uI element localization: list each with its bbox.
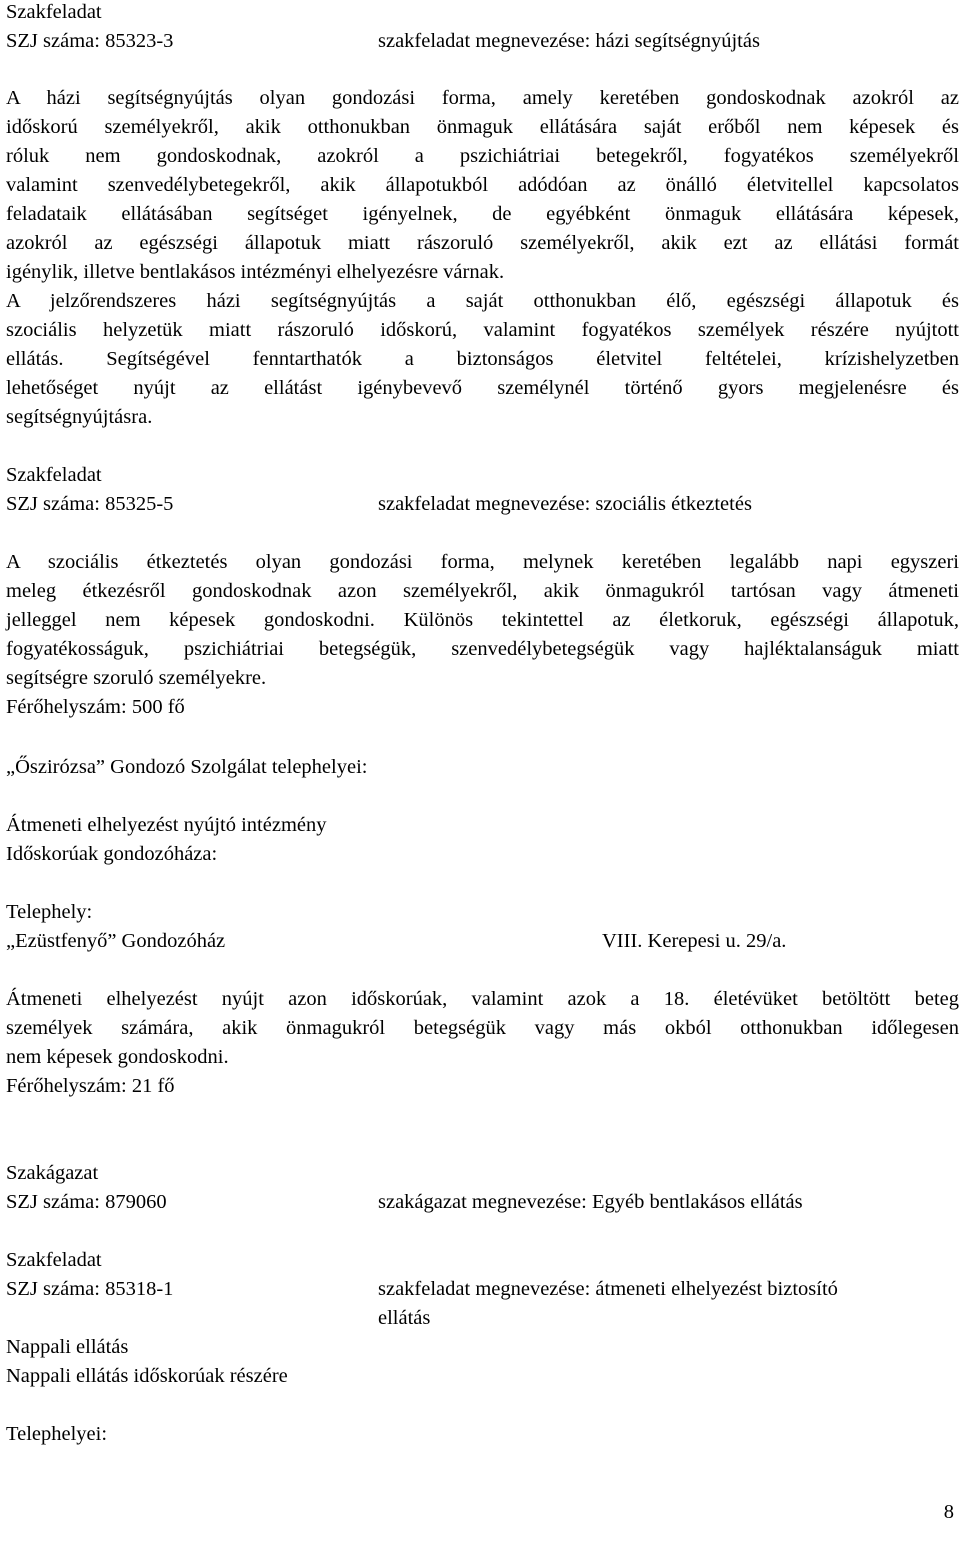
institution-type: Átmeneti elhelyezést nyújtó intézmény bbox=[6, 814, 327, 836]
capacity: Férőhelyszám: 21 fő bbox=[6, 1075, 175, 1097]
paragraph-line: szociális helyzetük miatt rászoruló időskorú, valamint fogyatékos személyek részére nyújtott bbox=[6, 319, 959, 341]
section-heading: Szakfeladat bbox=[6, 1, 102, 23]
section-heading: Szakágazat bbox=[6, 1162, 99, 1184]
paragraph-line: lehetőséget nyújt az ellátást igénybevevő személynél történő gyors megjelenésre és bbox=[6, 377, 959, 399]
paragraph-line: személyek számára, akik önmagukról betegségük vagy más okból otthonukban időlegesen bbox=[6, 1017, 959, 1039]
task-name-continued: ellátás bbox=[378, 1307, 431, 1329]
page-number: 8 bbox=[943, 1501, 954, 1523]
paragraph-line: ellátás. Segítségével fenntarthatók a biztonságos életvitel feltételei, krízishelyzetben bbox=[6, 348, 959, 370]
task-name: szakfeladat megnevezése: szociális étkeztetés bbox=[378, 493, 752, 515]
branch-name: szakágazat megnevezése: Egyéb bentlakásos ellátás bbox=[378, 1191, 803, 1213]
paragraph-line: A házi segítségnyújtás olyan gondozási forma, amely keretében gondoskodnak azokról az bbox=[6, 87, 959, 109]
paragraph-line: meleg étkezésről gondoskodnak azon személyekről, akik önmagukról tartósan vagy átmeneti bbox=[6, 580, 959, 602]
paragraph-line: azokról az egészségi állapotuk miatt rászoruló személyekről, akik ezt az ellátási formát bbox=[6, 232, 959, 254]
paragraph-line: segítségnyújtásra. bbox=[6, 406, 153, 428]
paragraph-line: segítségre szoruló személyekre. bbox=[6, 667, 267, 689]
section-heading: Szakfeladat bbox=[6, 464, 102, 486]
paragraph-line: róluk nem gondoskodnak, azokról a pszichiátriai betegekről, fogyatékos személyekről bbox=[6, 145, 959, 167]
site-label: Telephely: bbox=[6, 901, 93, 923]
szj-number: SZJ száma: 85325-5 bbox=[6, 493, 174, 515]
paragraph-line: időskorú személyekről, akik otthonukban önmaguk ellátására saját erőből nem képesek és bbox=[6, 116, 959, 138]
paragraph-line: nem képesek gondoskodni. bbox=[6, 1046, 229, 1068]
service-subtype: Nappali ellátás időskorúak részére bbox=[6, 1365, 288, 1387]
szj-number: SZJ száma: 879060 bbox=[6, 1191, 167, 1213]
task-name: szakfeladat megnevezése: átmeneti elhelyezést biztosító bbox=[378, 1278, 838, 1300]
paragraph-line: valamint szenvedélybetegekről, akik állapotukból adódóan az önálló életvitellel kapcsolatos bbox=[6, 174, 959, 196]
section-heading: Szakfeladat bbox=[6, 1249, 102, 1271]
paragraph-line: igénylik, illetve bentlakásos intézményi elhelyezésre várnak. bbox=[6, 261, 505, 283]
site-name: „Ezüstfenyő” Gondozóház bbox=[6, 930, 226, 952]
paragraph-line: jelleggel nem képesek gondoskodni. Különös tekintettel az életkoruk, egészségi állapotuk, bbox=[6, 609, 959, 631]
paragraph-line: A szociális étkeztetés olyan gondozási forma, melynek keretében legalább napi egyszeri bbox=[6, 551, 959, 573]
institution-subtype: Időskorúak gondozóháza: bbox=[6, 843, 218, 865]
paragraph-line: A jelzőrendszeres házi segítségnyújtás a saját otthonukban élő, egészségi állapotuk és bbox=[6, 290, 959, 312]
capacity: Férőhelyszám: 500 fő bbox=[6, 696, 185, 718]
szj-number: SZJ száma: 85323-3 bbox=[6, 30, 174, 52]
site-address: VIII. Kerepesi u. 29/a. bbox=[602, 930, 787, 952]
sites-label: Telephelyei: bbox=[6, 1423, 108, 1445]
paragraph-line: Átmeneti elhelyezést nyújt azon időskorúak, valamint azok a 18. életévüket betöltött beteg bbox=[6, 988, 959, 1010]
sites-heading: „Őszirózsa” Gondozó Szolgálat telephelyei: bbox=[6, 756, 368, 778]
paragraph-line: feladataik ellátásában segítséget igényelnek, de egyébként önmaguk ellátására képesek, bbox=[6, 203, 959, 225]
paragraph-line: fogyatékosságuk, pszichiátriai betegségük, szenvedélybetegségük vagy hajléktalanságuk miatt bbox=[6, 638, 959, 660]
szj-number: SZJ száma: 85318-1 bbox=[6, 1278, 174, 1300]
service-type: Nappali ellátás bbox=[6, 1336, 129, 1358]
task-name: szakfeladat megnevezése: házi segítségnyújtás bbox=[378, 30, 760, 52]
